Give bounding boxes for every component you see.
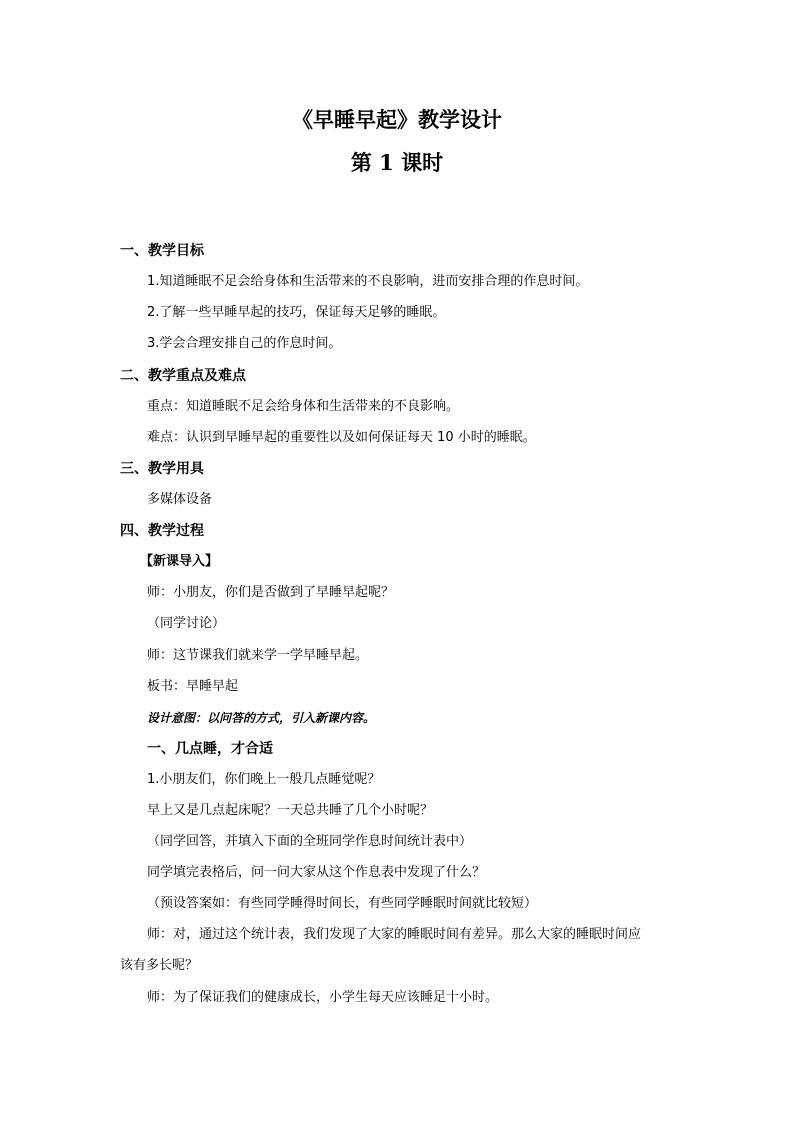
part1-line: （预设答案如：有些同学睡得时间长，有些同学睡眠时间就比较短） [147,896,538,911]
section-heading-tools: 三、教学用具 [120,461,204,477]
objective-item: 3.学会合理安排自己的作息时间。 [147,336,342,351]
part1-heading: 一、几点睡，才合适 [147,741,273,757]
tools-item: 多媒体设备 [147,492,213,507]
intro-line: 板书：早睡早起 [147,679,239,694]
section-heading-key-points: 二、教学重点及难点 [120,368,246,384]
part1-line: 师：对，通过这个统计表，我们发现了大家的睡眠时间有差异。那么大家的睡眠时间应 [147,927,642,942]
key-point-item: 重点：知道睡眠不足会给身体和生活带来的不良影响。 [147,399,460,414]
document-title: 《早睡早起》教学设计 [292,107,502,132]
part1-line: 师：为了保证我们的健康成长，小学生每天应该睡足十小时。 [147,990,499,1005]
objective-item: 2.了解一些早睡早起的技巧，保证每天足够的睡眠。 [147,305,446,320]
section-heading-objectives: 一、教学目标 [120,243,204,259]
section-heading-process: 四、教学过程 [120,523,204,539]
intro-line: （同学讨论） [147,616,226,631]
document-subtitle: 第 1 课时 [350,150,444,175]
intro-heading: 【新课导入】 [140,554,219,569]
part1-line: 早上又是几点起床呢？一天总共睡了几个小时呢？ [147,803,434,818]
part1-line: 1.小朋友们，你们晚上一般几点睡觉呢？ [147,772,381,787]
part1-line: 同学填完表格后，问一问大家从这个作息表中发现了什么？ [147,865,486,880]
objective-item: 1.知道睡眠不足会给身体和生活带来的不良影响，进而安排合理的作息时间。 [147,274,589,289]
intro-line: 师：小朋友，你们是否做到了早睡早起呢？ [147,585,395,600]
intro-line: 师：这节课我们就来学一学早睡早起。 [147,648,369,663]
part1-line: 该有多长呢？ [120,958,199,973]
design-intent-note: 设计意图：以问答的方式，引入新课内容。 [147,711,376,725]
part1-line: （同学回答，并填入下面的全班同学作息时间统计表中） [147,834,473,849]
key-point-item: 难点：认识到早睡早起的重要性以及如何保证每天 10 小时的睡眠。 [147,430,536,445]
